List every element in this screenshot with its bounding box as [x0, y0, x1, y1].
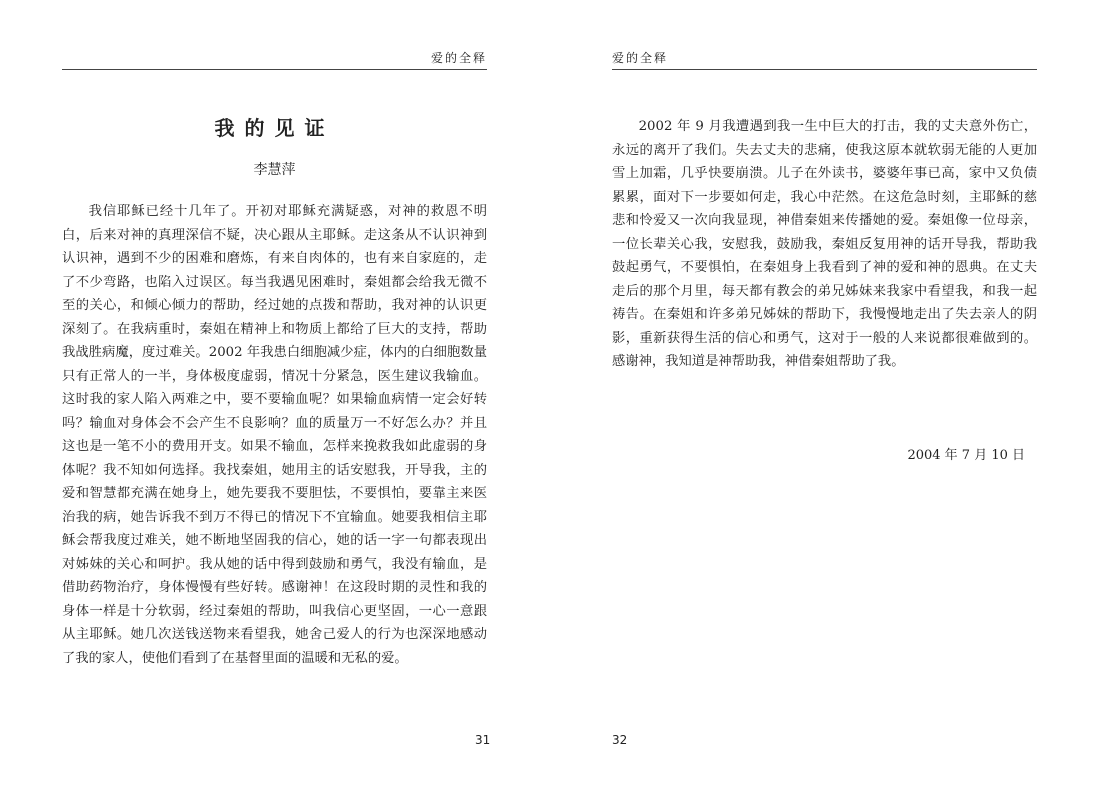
article-author: 李慧萍 — [253, 162, 296, 178]
right-page-number: 32 — [612, 733, 628, 747]
right-page — [612, 0, 1037, 795]
article-title: 我的见证 — [214, 116, 335, 140]
left-page-body-text: 我信耶稣已经十几年了。开初对耶稣充满疑惑，对神的救恩不明白，后来对神的真理深信不疑，决心跟从主耶稣。走这条从不认识神到认识神，遇到不少的困难和磨炼，有来自肉体的，也有来自家庭的，走了不少弯路，也陷入过误区。每当我遇见困难时，秦姐都会给我无微不至的关心，和倾心倾力的帮助，经过她的点拨和帮助，我对神的认识更深刻了。在我病重时，秦姐在精神上和物质上都给了巨大的支持，帮助我战胜病魔，度过难关。2002 年我患白细胞减少症，体内的白细胞数量只有正常人的一半，身体极度虚弱，情况十分紧急，医生建议我输血。这时我的家人陷入两难之中，要不要输血呢？如果输血病情一定会好转吗？输血对身体会不会产生不良影响？血的质量万一不好怎么办？并且这也是一笔不小的费用开支。如果不输血，怎样来挽救我如此虚弱的身体呢？我不知如何选择。我找秦姐，她用主的话安慰我，开导我，主的爱和智慧都充满在她身上，她先要我不要胆怯，不要惧怕，要靠主来医治我的病，她告诉我不到万不得已的情况下不宜输血。她要我相信主耶稣会帮我度过难关，她不断地坚固我的信心，她的话一字一句都表现出对姊妹的关心和呵护。我从她的话中得到鼓励和勇气，我没有输血，是借助药物治疗，身体慢慢有些好转。感谢神！在这段时期的灵性和我的身体一样是十分软弱，经过秦姐的帮助，叫我信心更坚固，一心一意跟从主耶稣。她几次送钱送物来看望我，她舍己爱人的行为也深深地感动了我的家人，使他们看到了在基督里面的温暖和无私的爱。 — [62, 204, 487, 666]
left-page — [62, 0, 491, 795]
signature-date: 2004 年 7 月 10 日 — [907, 448, 1025, 463]
right-page-header: 爱的全释 — [612, 49, 1037, 70]
left-page-header: 爱的全释 — [62, 49, 487, 70]
left-page-number: 31 — [475, 733, 491, 747]
right-page-body-text: 2002 年 9 月我遭遇到我一生中巨大的打击，我的丈夫意外伤亡，永远的离开了我们。失去丈夫的悲痛，使我这原本就软弱无能的人更加雪上加霜，几乎快要崩溃。儿子在外读书，婆婆年事已高，家中又负债累累，面对下一步要如何走，我心中茫然。在这危急时刻，主耶稣的慈悲和怜爱又一次向我显现，神借秦姐来传播她的爱。秦姐像一位母亲，一位长辈关心我，安慰我，鼓励我，秦姐反复用神的话开导我，帮助我鼓起勇气，不要惧怕，在秦姐身上我看到了神的爱和神的恩典。在丈夫走后的那个月里，每天都有教会的弟兄姊妹来我家中看望我，和我一起祷告。在秦姐和许多弟兄姊妹的帮助下，我慢慢地走出了失去亲人的阴影，重新获得生活的信心和勇气，这对于一般的人来说都很难做到的。感谢神，我知道是神帮助我，神借秦姐帮助了我。 — [612, 119, 1037, 369]
